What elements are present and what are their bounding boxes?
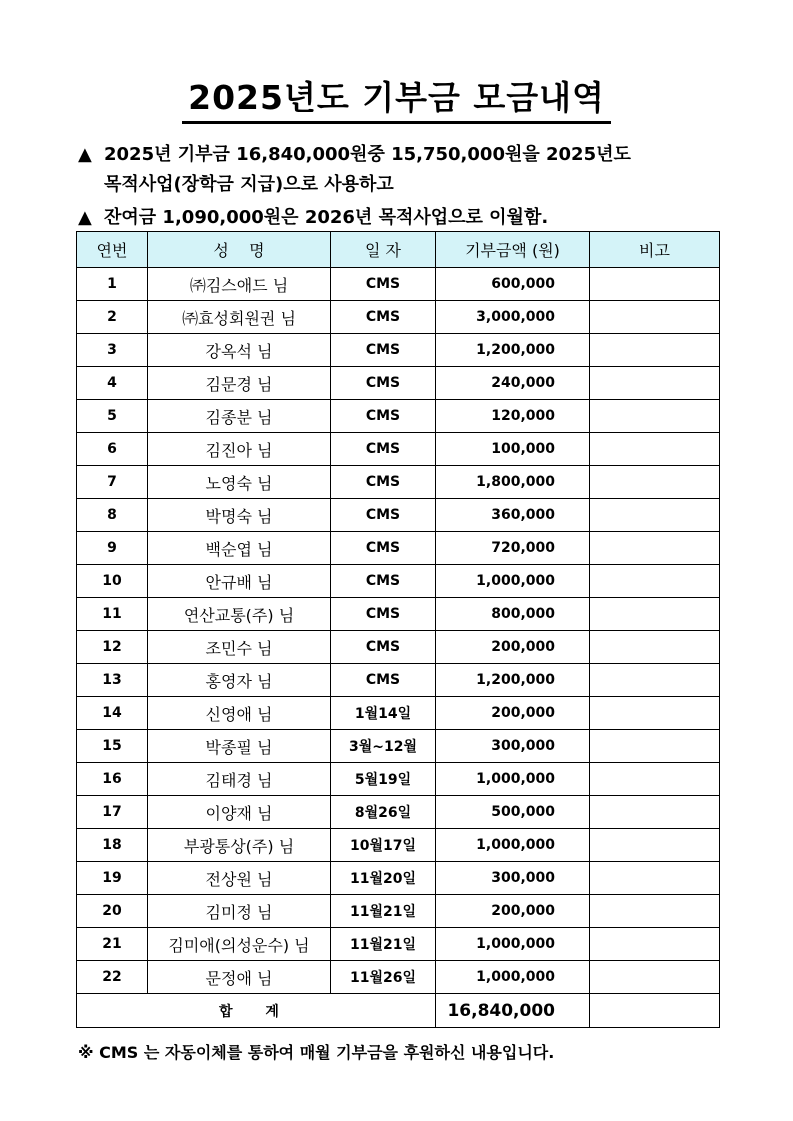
- table-row: [77, 895, 720, 928]
- total-amount: 16,840,000: [436, 994, 590, 1028]
- row-number: 19: [77, 862, 148, 895]
- donation-amount: 1,000,000: [436, 565, 590, 598]
- donor-name: 김미정 님: [148, 895, 331, 928]
- donor-name: 박명숙 님: [148, 499, 331, 532]
- donation-amount: 1,000,000: [436, 763, 590, 796]
- donation-date: CMS: [331, 400, 436, 433]
- table-row: [77, 565, 720, 598]
- note-line-2: [78, 203, 548, 229]
- row-number: 1: [77, 268, 148, 301]
- row-number: 16: [77, 763, 148, 796]
- donor-name: 신영애 님: [148, 697, 331, 730]
- donation-date: CMS: [331, 334, 436, 367]
- donor-name: 홍영자 님: [148, 664, 331, 697]
- table-row: [77, 598, 720, 631]
- table-row: [77, 730, 720, 763]
- table-row: [77, 862, 720, 895]
- table-row: [77, 334, 720, 367]
- remarks-cell: [590, 697, 720, 730]
- table-row: [77, 301, 720, 334]
- remarks-cell: [590, 796, 720, 829]
- triangle-bullet-icon: ▲: [78, 144, 92, 165]
- table-row: [77, 532, 720, 565]
- footnote: ※ CMS 는 자동이체를 통하여 매월 기부금을 후원하신 내용입니다.: [78, 1043, 555, 1062]
- row-number: 13: [77, 664, 148, 697]
- donation-amount: 200,000: [436, 631, 590, 664]
- header-amount: 기부금액 (원): [436, 232, 590, 268]
- row-number: 21: [77, 928, 148, 961]
- donation-amount: 240,000: [436, 367, 590, 400]
- donation-amount: 1,000,000: [436, 829, 590, 862]
- header-no: 연번: [77, 232, 148, 268]
- table-header-row: [77, 232, 720, 268]
- donation-date: CMS: [331, 631, 436, 664]
- donation-amount: 200,000: [436, 697, 590, 730]
- row-number: 17: [77, 796, 148, 829]
- donation-date: CMS: [331, 499, 436, 532]
- donor-name: 전상원 님: [148, 862, 331, 895]
- donor-name: 조민수 님: [148, 631, 331, 664]
- total-remarks: [590, 994, 720, 1028]
- remarks-cell: [590, 565, 720, 598]
- donor-name: ㈜효성회원권 님: [148, 301, 331, 334]
- donation-amount: 100,000: [436, 433, 590, 466]
- remarks-cell: [590, 961, 720, 994]
- donor-name: 김태경 님: [148, 763, 331, 796]
- row-number: 8: [77, 499, 148, 532]
- remarks-cell: [590, 829, 720, 862]
- donation-amount: 360,000: [436, 499, 590, 532]
- table-row: [77, 631, 720, 664]
- donation-amount: 720,000: [436, 532, 590, 565]
- donation-amount: 200,000: [436, 895, 590, 928]
- donation-date: CMS: [331, 268, 436, 301]
- donor-name: 문정애 님: [148, 961, 331, 994]
- remarks-cell: [590, 598, 720, 631]
- remarks-cell: [590, 268, 720, 301]
- remarks-cell: [590, 763, 720, 796]
- donor-name: 연산교통(주) 님: [148, 598, 331, 631]
- table-row: [77, 499, 720, 532]
- table-row: [77, 763, 720, 796]
- donor-name: 노영숙 님: [148, 466, 331, 499]
- remarks-cell: [590, 367, 720, 400]
- remarks-cell: [590, 433, 720, 466]
- donor-name: 김종분 님: [148, 400, 331, 433]
- table-row: [77, 829, 720, 862]
- donation-date: CMS: [331, 565, 436, 598]
- donation-table: [76, 231, 720, 1028]
- row-number: 9: [77, 532, 148, 565]
- donation-date: 11월20일: [331, 862, 436, 895]
- remarks-cell: [590, 895, 720, 928]
- donation-amount: 300,000: [436, 862, 590, 895]
- donation-date: CMS: [331, 301, 436, 334]
- row-number: 4: [77, 367, 148, 400]
- donation-date: 5월19일: [331, 763, 436, 796]
- note-line-1: [78, 140, 631, 166]
- note-line-1-text: 2025년 기부금 16,840,000원중 15,750,000원을 2025년도: [104, 144, 631, 165]
- remarks-cell: [590, 400, 720, 433]
- remarks-cell: [590, 862, 720, 895]
- table-row: [77, 268, 720, 301]
- header-name: 성 명: [148, 232, 331, 268]
- row-number: 15: [77, 730, 148, 763]
- row-number: 7: [77, 466, 148, 499]
- donor-name: 백순엽 님: [148, 532, 331, 565]
- donation-amount: 1,000,000: [436, 961, 590, 994]
- table-row: [77, 796, 720, 829]
- donor-name: 김진아 님: [148, 433, 331, 466]
- donor-name: 박종필 님: [148, 730, 331, 763]
- donor-name: 안규배 님: [148, 565, 331, 598]
- remarks-cell: [590, 730, 720, 763]
- donation-amount: 300,000: [436, 730, 590, 763]
- table-row: [77, 433, 720, 466]
- header-remarks: 비고: [590, 232, 720, 268]
- header-date: 일 자: [331, 232, 436, 268]
- donation-date: 3월~12월: [331, 730, 436, 763]
- page-title: [0, 72, 793, 119]
- donation-amount: 1,800,000: [436, 466, 590, 499]
- table-row: [77, 697, 720, 730]
- note-line-2-text: 잔여금 1,090,000원은 2026년 목적사업으로 이월함.: [104, 207, 549, 228]
- triangle-bullet-icon: ▲: [78, 207, 92, 228]
- row-number: 14: [77, 697, 148, 730]
- note-line-1-continued: 목적사업(장학금 지급)으로 사용하고: [104, 174, 394, 195]
- row-number: 5: [77, 400, 148, 433]
- page-title-text: 2025년도 기부금 모금내역: [182, 78, 611, 124]
- row-number: 12: [77, 631, 148, 664]
- donation-date: 1월14일: [331, 697, 436, 730]
- donor-name: 부광통상(주) 님: [148, 829, 331, 862]
- remarks-cell: [590, 301, 720, 334]
- row-number: 10: [77, 565, 148, 598]
- donation-date: 11월26일: [331, 961, 436, 994]
- table-row: [77, 367, 720, 400]
- donation-amount: 1,200,000: [436, 664, 590, 697]
- row-number: 6: [77, 433, 148, 466]
- donor-name: 이양재 님: [148, 796, 331, 829]
- table-row: [77, 400, 720, 433]
- donation-date: 10월17일: [331, 829, 436, 862]
- donor-name: 강옥석 님: [148, 334, 331, 367]
- remarks-cell: [590, 499, 720, 532]
- remarks-cell: [590, 334, 720, 367]
- table-row: [77, 928, 720, 961]
- donation-date: CMS: [331, 466, 436, 499]
- donation-amount: 1,000,000: [436, 928, 590, 961]
- remarks-cell: [590, 928, 720, 961]
- donation-amount: 120,000: [436, 400, 590, 433]
- remarks-cell: [590, 631, 720, 664]
- row-number: 3: [77, 334, 148, 367]
- donation-date: 11월21일: [331, 895, 436, 928]
- total-label: 합 계: [77, 994, 436, 1028]
- table-row: [77, 961, 720, 994]
- donation-amount: 800,000: [436, 598, 590, 631]
- donation-date: 8월26일: [331, 796, 436, 829]
- row-number: 20: [77, 895, 148, 928]
- donor-name: 김문경 님: [148, 367, 331, 400]
- donation-date: CMS: [331, 532, 436, 565]
- row-number: 18: [77, 829, 148, 862]
- remarks-cell: [590, 532, 720, 565]
- row-number: 11: [77, 598, 148, 631]
- remarks-cell: [590, 664, 720, 697]
- donor-name: 김미애(의성운수) 님: [148, 928, 331, 961]
- total-row: [77, 994, 720, 1028]
- donation-amount: 500,000: [436, 796, 590, 829]
- donation-date: CMS: [331, 367, 436, 400]
- donation-amount: 3,000,000: [436, 301, 590, 334]
- donor-name: ㈜김스애드 님: [148, 268, 331, 301]
- table-row: [77, 466, 720, 499]
- donation-amount: 600,000: [436, 268, 590, 301]
- donation-amount: 1,200,000: [436, 334, 590, 367]
- donation-date: CMS: [331, 433, 436, 466]
- table-row: [77, 664, 720, 697]
- row-number: 22: [77, 961, 148, 994]
- donation-date: CMS: [331, 598, 436, 631]
- row-number: 2: [77, 301, 148, 334]
- donation-date: 11월21일: [331, 928, 436, 961]
- remarks-cell: [590, 466, 720, 499]
- donation-date: CMS: [331, 664, 436, 697]
